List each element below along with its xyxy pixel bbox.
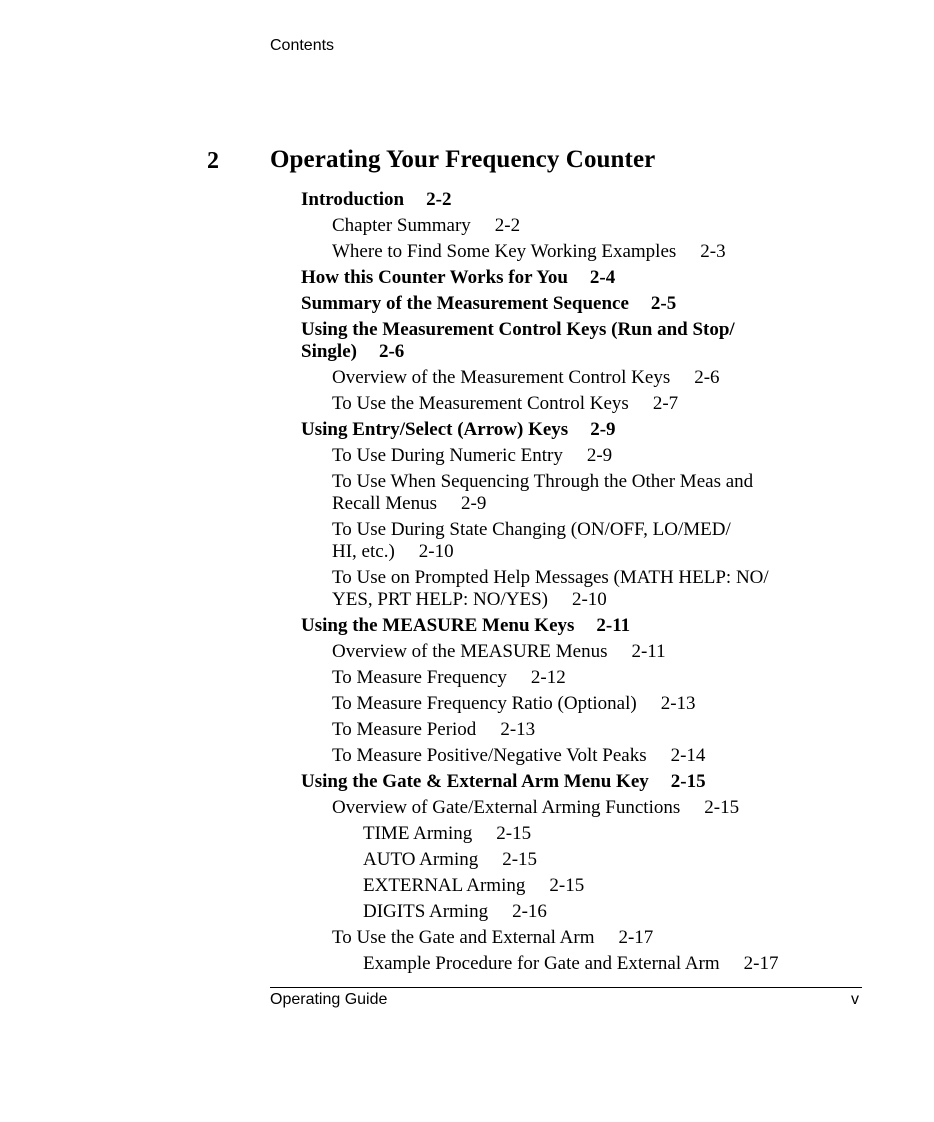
toc-entry-page: 2-17 (618, 927, 654, 948)
toc-entry-title: Single) (301, 341, 357, 362)
toc-entry[interactable] (363, 849, 537, 871)
toc-entry-page: 2-10 (571, 589, 607, 610)
toc-entry-page: 2-9 (590, 419, 616, 440)
toc-entry-title: To Use the Measurement Control Keys (332, 393, 629, 414)
toc-entry-title: To Use the Gate and External Arm (332, 927, 595, 948)
toc-entry-line (332, 241, 726, 263)
toc-entry-title: Overview of the Measurement Control Keys (332, 367, 671, 388)
toc-entry[interactable] (332, 567, 769, 611)
toc-entry-line (332, 927, 653, 949)
toc-entry[interactable] (332, 445, 612, 467)
toc-entry-page: 2-4 (589, 267, 616, 288)
toc-entry-line (332, 567, 769, 589)
toc-entry-title: Recall Menus (332, 493, 438, 514)
toc-entry-page: 2-11 (596, 615, 631, 636)
toc-entry-page: 2-6 (378, 341, 405, 362)
toc-entry-page: 2-15 (549, 875, 585, 896)
toc-entry-line (301, 771, 706, 793)
toc-entry[interactable] (332, 667, 566, 689)
toc-entry-title: To Use on Prompted Help Messages (MATH HELP: NO/ (332, 567, 769, 588)
toc-entry[interactable] (332, 471, 753, 515)
toc-entry[interactable] (332, 393, 678, 415)
toc-entry-title: How this Counter Works for You (301, 267, 568, 288)
toc-entry-page: 2-7 (652, 393, 679, 414)
toc-entry-title: EXTERNAL Arming (363, 875, 526, 896)
toc-entry-title: Using the Measurement Control Keys (Run and Stop/ (301, 319, 735, 340)
chapter-title: Operating Your Frequency Counter (270, 146, 656, 173)
toc-entry-page: 2-11 (631, 641, 666, 662)
toc-entry-page: 2-15 (670, 771, 706, 792)
footer-rule (270, 987, 862, 988)
toc-entry-page: 2-5 (650, 293, 677, 314)
toc-entry-page: 2-9 (586, 445, 613, 466)
toc-entry-title: Example Procedure for Gate and External Arm (363, 953, 720, 974)
toc-entry-line (301, 419, 616, 441)
toc-entry-line (332, 797, 739, 819)
toc-entry-title: Using the Gate & External Arm Menu Key (301, 771, 649, 792)
toc-entry-page: 2-15 (496, 823, 532, 844)
toc-entry-page: 2-15 (502, 849, 538, 870)
toc-entry-line (363, 953, 778, 975)
toc-entry-title: YES, PRT HELP: NO/YES) (332, 589, 548, 610)
toc-entry-line (332, 519, 731, 541)
toc-entry-page: 2-12 (530, 667, 566, 688)
toc-entry-line (332, 215, 520, 237)
toc-entry-title: To Measure Frequency (332, 667, 507, 688)
toc-entry-title: AUTO Arming (363, 849, 479, 870)
toc-entry-title: To Measure Positive/Negative Volt Peaks (332, 745, 647, 766)
toc-entry[interactable] (332, 797, 739, 819)
toc-entry-line (363, 823, 531, 845)
toc-entry[interactable] (363, 901, 547, 923)
toc-entry-title: Where to Find Some Key Working Examples (332, 241, 677, 262)
running-header: Contents (270, 37, 335, 54)
toc-entry[interactable] (332, 519, 731, 563)
footer-guide-title: Operating Guide (270, 991, 388, 1008)
toc-entry-title: Summary of the Measurement Sequence (301, 293, 629, 314)
toc-entry-page: 2-13 (660, 693, 696, 714)
toc-entry-line (363, 849, 537, 871)
toc-entry-line (363, 901, 547, 923)
toc-entry-title: Using the MEASURE Menu Keys (301, 615, 575, 636)
toc-entry-title: Using Entry/Select (Arrow) Keys (301, 419, 569, 440)
toc-entry-line (332, 367, 720, 389)
toc-entry[interactable] (332, 745, 705, 767)
toc-entry-title: To Use During State Changing (ON/OFF, LO/MED/ (332, 519, 731, 540)
toc-entry-line (332, 667, 566, 689)
toc-entry[interactable] (301, 189, 451, 211)
toc-entry[interactable] (332, 719, 535, 741)
toc-entry-page: 2-9 (461, 493, 487, 514)
toc-entry[interactable] (363, 953, 778, 975)
toc-entry-line (301, 293, 676, 315)
toc-entry-page: 2-2 (494, 215, 521, 236)
toc-entry-line (332, 745, 705, 767)
toc-entry[interactable] (332, 641, 666, 663)
toc-entry-page: 2-15 (704, 797, 740, 818)
toc-entry-line (332, 719, 535, 741)
toc-entry-title: HI, etc.) (332, 541, 395, 562)
toc-entry-page: 2-10 (418, 541, 454, 562)
toc-entry[interactable] (363, 823, 531, 845)
toc-entry-line (332, 641, 666, 663)
toc-entry-title: TIME Arming (363, 823, 473, 844)
toc-entry-title: To Measure Frequency Ratio (Optional) (332, 693, 637, 714)
toc-entry-line (332, 393, 678, 415)
toc-entry-title: To Use During Numeric Entry (332, 445, 563, 466)
toc-entry-page: 2-3 (700, 241, 726, 262)
toc-entry[interactable] (301, 419, 616, 441)
toc-entry-line (332, 445, 612, 467)
toc-entry-line (332, 541, 731, 563)
toc-entry-title: DIGITS Arming (363, 901, 489, 922)
toc-entry[interactable] (332, 215, 520, 237)
toc-entry-page: 2-16 (512, 901, 547, 922)
toc-entry[interactable] (332, 367, 720, 389)
footer-page-number: v (851, 991, 859, 1008)
toc-entry-line (363, 875, 584, 897)
toc-entry-line (332, 589, 769, 611)
toc-entry-title: Overview of Gate/External Arming Functions (332, 797, 681, 818)
toc-entry[interactable] (301, 319, 735, 363)
toc-entry-page: 2-17 (743, 953, 779, 974)
toc-entry-title: To Use When Sequencing Through the Other Meas and (332, 471, 754, 492)
toc-entry-line (301, 267, 615, 289)
toc-entry[interactable] (301, 267, 615, 289)
toc-entry-line (332, 471, 753, 493)
toc-entry-page: 2-13 (500, 719, 536, 740)
toc-entry-page: 2-2 (426, 189, 452, 210)
toc-entry[interactable] (332, 927, 653, 949)
toc-entry[interactable] (301, 615, 630, 637)
toc-entry-title: Introduction (301, 189, 405, 210)
toc-entry[interactable] (332, 241, 726, 263)
toc-entry-page: 2-14 (670, 745, 706, 766)
toc-entry-line (332, 493, 753, 515)
toc-entry-line (301, 189, 451, 211)
toc-entry-title: Chapter Summary (332, 215, 471, 236)
toc-entry[interactable] (332, 693, 696, 715)
toc-entry-line (301, 341, 735, 363)
toc-entry[interactable] (363, 875, 584, 897)
toc-entry-line (301, 615, 630, 637)
toc-entry-line (332, 693, 696, 715)
chapter-number: 2 (207, 148, 219, 174)
toc-entry-page: 2-6 (694, 367, 720, 388)
toc-entry-line (301, 319, 735, 341)
toc-entry[interactable] (301, 293, 676, 315)
toc-entry-title: To Measure Period (332, 719, 477, 740)
toc-entry-title: Overview of the MEASURE Menus (332, 641, 608, 662)
toc-entry[interactable] (301, 771, 706, 793)
